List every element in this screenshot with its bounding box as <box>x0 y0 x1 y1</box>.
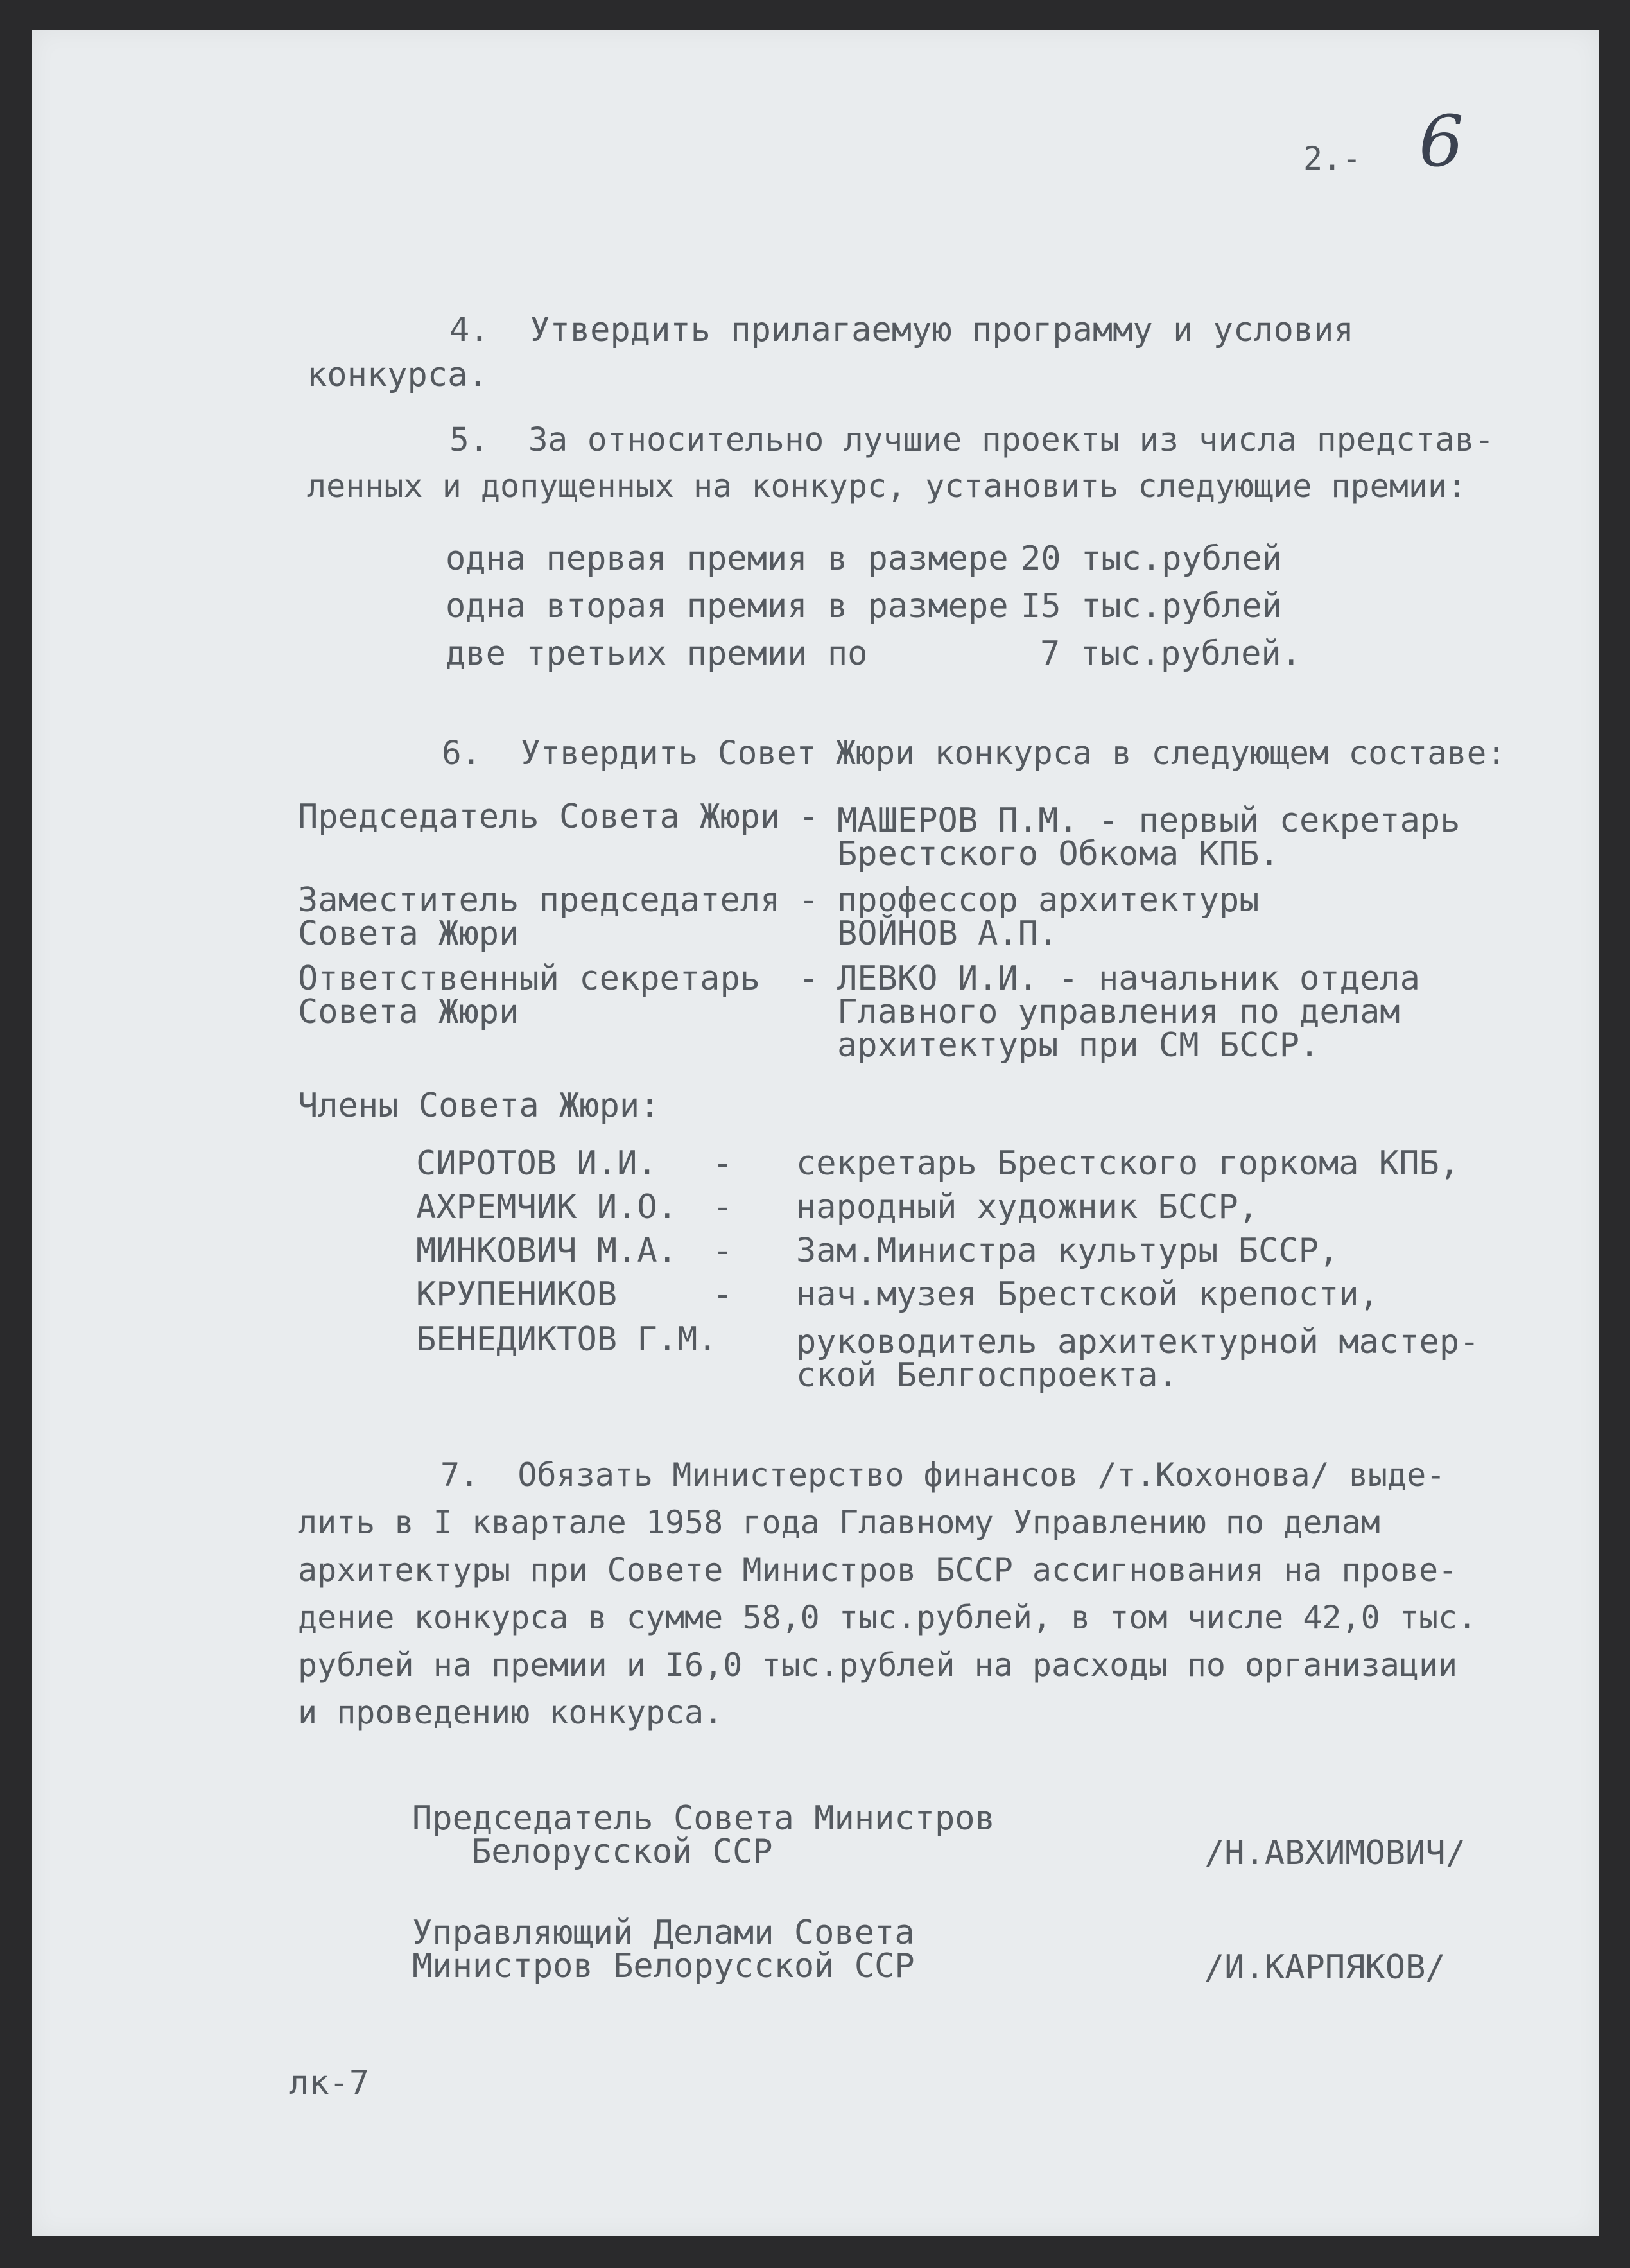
secretary-role-1: Ответственный секретарь <box>298 959 761 998</box>
secretary-dash: - <box>799 959 819 998</box>
chairman-dash: - <box>799 798 819 836</box>
secretary-person-1: ЛЕВКО И.И. - начальник отдела <box>837 959 1420 998</box>
member-5-desc-2: ской Белгоспроекта. <box>796 1356 1178 1395</box>
deputy-person-2: ВОЙНОВ А.П. <box>837 914 1059 953</box>
secretary-person-2: Главного управления по делам <box>837 993 1400 1031</box>
item7-line3: архитектуры при Совете Министров БССР ассигнования на прове- <box>298 1551 1458 1589</box>
page-number: 2.- <box>1303 140 1362 177</box>
prize-3-amount: 7 тыс.рублей. <box>1040 634 1301 673</box>
item7-line5: рублей на премии и I6,0 тыс.рублей на расходы по организации <box>298 1646 1458 1684</box>
prize-1-amount: 20 тыс.рублей <box>1021 539 1282 578</box>
footer-code: лк-7 <box>289 2064 370 2102</box>
deputy-dash: - <box>799 881 819 920</box>
signature-2-title-1: Управляющий Делами Совета <box>412 1914 915 1952</box>
item4-line1: 4. Утвердить прилагаемую программу и условия <box>449 311 1354 349</box>
deputy-person-1: профессор архитектуры <box>837 881 1260 920</box>
item7-line4: дение конкурса в сумме 58,0 тыс.рублей, в том числе 42,0 тыс. <box>298 1599 1477 1636</box>
item5-line1: 5. За относительно лучшие проекты из числа представ- <box>449 421 1495 459</box>
signature-1-name: /Н.АВХИМОВИЧ/ <box>1204 1834 1466 1872</box>
member-3-desc: Зам.Министра культуры БССР, <box>796 1232 1339 1270</box>
item7-line2: лить в I квартале 1958 года Главному Управлению по делам <box>298 1504 1380 1541</box>
member-2-dash: - <box>713 1188 733 1226</box>
handwritten-page-number: 6 <box>1419 100 1464 182</box>
member-2-desc: народный художник БССР, <box>796 1188 1259 1226</box>
chairman-person-1: МАШЕРОВ П.М. - первый секретарь <box>837 801 1461 840</box>
item7-line6: и проведению конкурса. <box>298 1694 724 1731</box>
item5-line2: ленных и допущенных на конкурс, установить следующие премии: <box>307 467 1467 505</box>
chairman-role: Председатель Совета Жюри <box>298 798 781 836</box>
member-3-name: МИНКОВИЧ М.А. <box>416 1232 677 1270</box>
member-5-desc-1: руководитель архитектурной мастер- <box>796 1323 1480 1361</box>
prize-3-text: две третьих премии по <box>446 634 868 673</box>
signature-2-title-2: Министров Белорусской ССР <box>412 1947 915 1985</box>
member-4-name: КРУПЕНИКОВ <box>416 1275 618 1314</box>
member-2-name: АХРЕМЧИК И.О. <box>416 1188 677 1226</box>
deputy-role-1: Заместитель председателя <box>298 881 781 920</box>
member-4-dash: - <box>713 1275 733 1314</box>
secretary-role-2: Совета Жюри <box>298 993 519 1031</box>
prize-2-amount: I5 тыс.рублей <box>1021 587 1282 625</box>
document-page <box>32 30 1599 2236</box>
chairman-person-2: Брестского Обкома КПБ. <box>837 835 1279 873</box>
item4-line2: конкурса. <box>307 356 488 394</box>
item7-line1: 7. Обязать Министерство финансов /т.Кохонова/ выде- <box>440 1456 1446 1494</box>
member-1-name: СИРОТОВ И.И. <box>416 1144 657 1183</box>
members-heading: Члены Совета Жюри: <box>298 1086 660 1125</box>
member-5-name: БЕНЕДИКТОВ Г.М. <box>416 1320 718 1359</box>
signature-1-title-1: Председатель Совета Министров <box>412 1799 995 1838</box>
secretary-person-3: архитектуры при СМ БССР. <box>837 1026 1320 1065</box>
member-1-dash: - <box>713 1144 733 1183</box>
item6-line1: 6. Утвердить Совет Жюри конкурса в следующем составе: <box>442 735 1507 772</box>
member-3-dash: - <box>713 1232 733 1270</box>
member-4-desc: нач.музея Брестской крепости, <box>796 1275 1379 1314</box>
prize-2-text: одна вторая премия в размере <box>446 587 1009 625</box>
prize-1-text: одна первая премия в размере <box>446 539 1009 578</box>
signature-2-name: /И.КАРПЯКОВ/ <box>1204 1948 1446 1987</box>
member-1-desc: секретарь Брестского горкома КПБ, <box>796 1144 1460 1183</box>
deputy-role-2: Совета Жюри <box>298 914 519 953</box>
signature-1-title-2: Белорусской ССР <box>471 1833 773 1871</box>
